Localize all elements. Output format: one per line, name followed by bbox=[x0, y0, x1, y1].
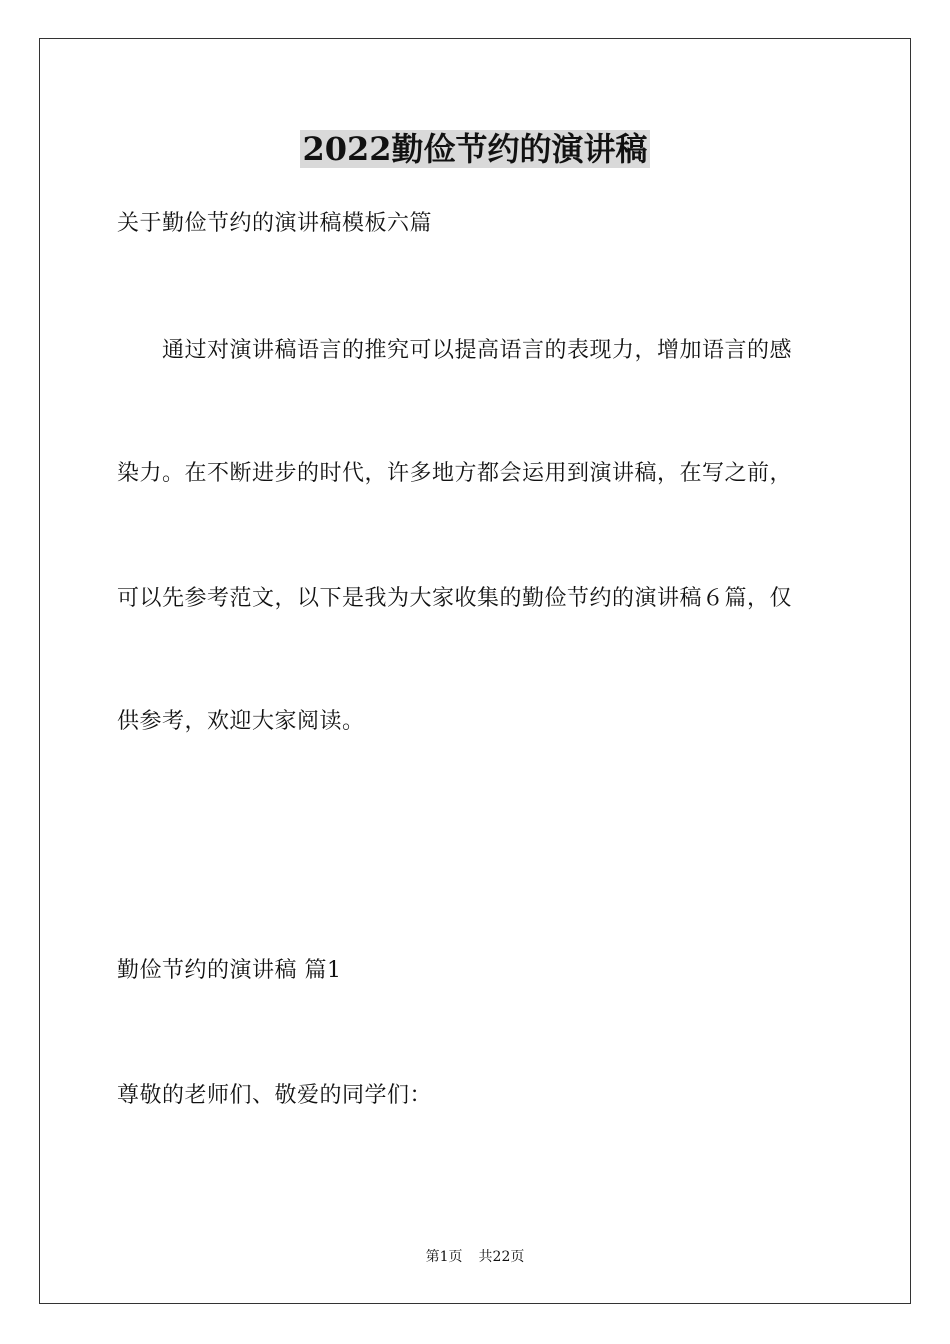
intro-paragraph-line-4: 供参考，欢迎大家阅读。 bbox=[117, 709, 365, 734]
document-title-text: 2022勤俭节约的演讲稿 bbox=[302, 130, 648, 168]
section-heading: 勤俭节约的演讲稿 篇1 bbox=[117, 958, 342, 983]
page-number: 第1页 bbox=[425, 1249, 463, 1265]
page-footer bbox=[0, 1247, 950, 1267]
document-subtitle: 关于勤俭节约的演讲稿模板六篇 bbox=[117, 211, 433, 236]
intro-paragraph-line-2: 染力。在不断进步的时代，许多地方都会运用到演讲稿，在写之前， bbox=[117, 461, 793, 486]
salutation: 尊敬的老师们、敬爱的同学们： bbox=[117, 1083, 433, 1108]
page-total: 共22页 bbox=[478, 1249, 525, 1265]
document-title bbox=[0, 127, 950, 171]
intro-paragraph-line-1: 通过对演讲稿语言的推究可以提高语言的表现力，增加语言的感 bbox=[162, 338, 793, 363]
intro-paragraph-line-3: 可以先参考范文，以下是我为大家收集的勤俭节约的演讲稿６篇，仅 bbox=[117, 586, 793, 611]
